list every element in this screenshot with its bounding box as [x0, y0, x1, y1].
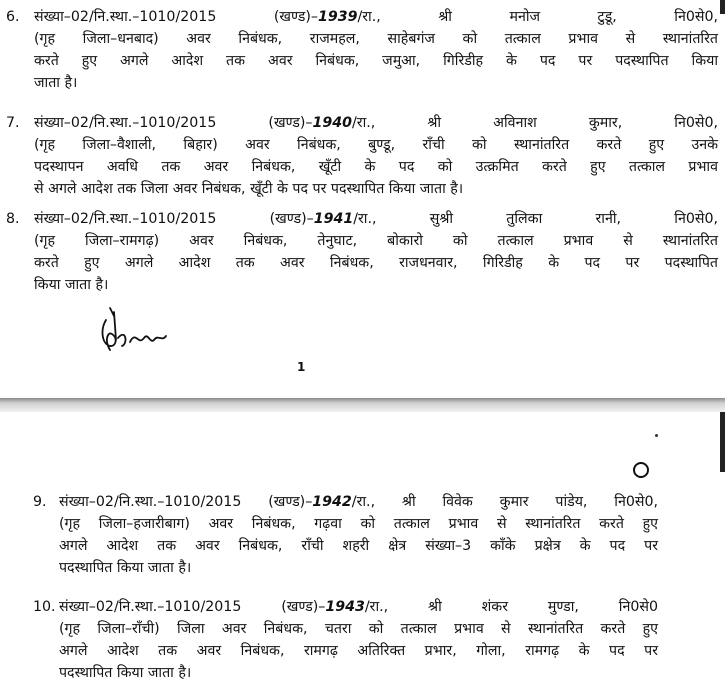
reference-number: 1942: [312, 494, 352, 510]
order-item: [6, 112, 718, 200]
item-line: करते हुए अगले आदेश तक अवर निबंधक, राजधनवार, गिरिडीह के पद पर पदस्थापित: [34, 255, 718, 271]
item-first-line: संख्या–02/नि.स्था.–1010/2015 (खण्ड)–1940/रा., श्री अविनाश कुमार, नि0से0,: [34, 115, 718, 131]
item-number: 9.: [33, 494, 47, 510]
item-number: 10.: [33, 599, 56, 615]
item-line: अगले आदेश तक अवर निबंधक, राँची शहरी क्षेत्र संख्या–3 काँके प्रक्षेत्र के पद पर: [59, 538, 658, 554]
page-number: 1: [297, 360, 306, 374]
reference-number: 1941: [313, 211, 354, 227]
reference-number: 1943: [325, 599, 365, 615]
page-edge-mark: [720, 412, 725, 472]
item-first-line: संख्या–02/नि.स्था.–1010/2015 (खण्ड)–1943/रा., श्री शंकर मुण्डा, नि0से0: [59, 599, 658, 615]
speck-mark: [655, 434, 658, 437]
item-line: अगले आदेश तक अवर निबंधक, रामगढ़ अतिरिक्त प्रभार, गोला, रामगढ़ के पद पर: [59, 643, 658, 659]
page-edge-mark: [720, 0, 725, 14]
order-item: [6, 6, 718, 94]
item-line: (गृह जिला–हजारीबाग) अवर निबंधक, गढ़वा को तत्काल प्रभाव से स्थानांतरित करते हुए: [59, 516, 658, 532]
item-line: पदस्थापित किया जाता है।: [59, 665, 192, 681]
item-line: जाता है।: [34, 75, 78, 91]
page-separator: [0, 398, 725, 412]
item-number: 8.: [6, 211, 20, 227]
circle-mark: [633, 462, 649, 478]
item-first-line: संख्या–02/नि.स्था.–1010/2015 (खण्ड)–1939/रा., श्री मनोज टुडू, नि0से0,: [34, 9, 718, 25]
item-first-line: संख्या–02/नि.स्था.–1010/2015 (खण्ड)–1942/रा., श्री विवेक कुमार पांडेय, नि0से0,: [59, 494, 658, 510]
item-line: करते हुए अगले आदेश तक अवर निबंधक, जमुआ, गिरिडीह के पद पर पदस्थापित किया: [34, 53, 718, 69]
item-line: किया जाता है।: [34, 277, 109, 293]
order-item: [6, 208, 718, 296]
reference-number: 1939: [317, 9, 358, 25]
item-first-line: संख्या–02/नि.स्था.–1010/2015 (खण्ड)–1941/रा., सुश्री तुलिका रानी, नि0से0,: [34, 211, 718, 227]
item-line: से अगले आदेश तक जिला अवर निबंधक, खूँटी के पद पर पदस्थापित किया जाता है।: [34, 181, 464, 197]
item-line: (गृह जिला–वैशाली, बिहार) अवर निबंधक, बुण्डू, राँची को स्थानांतरित करते हुए उनके: [34, 137, 718, 153]
item-number: 7.: [6, 115, 20, 131]
item-line: पदस्थापित किया जाता है।: [59, 560, 192, 576]
handwritten-signature: [92, 300, 182, 360]
item-line: (गृह जिला–रामगढ़) अवर निबंधक, तेनुघाट, बोकारो को तत्काल प्रभाव से स्थानांतरित: [34, 233, 718, 249]
item-line: (गृह जिला–धनबाद) अवर निबंधक, राजमहल, साहेबगंज को तत्काल प्रभाव से स्थानांतरित: [34, 31, 718, 47]
item-line: (गृह जिला–राँची) जिला अवर निबंधक, चतरा को तत्काल प्रभाव से स्थानांतरित करते हुए: [59, 621, 658, 637]
reference-number: 1940: [312, 115, 353, 131]
order-item: [33, 596, 658, 684]
item-number: 6.: [6, 9, 20, 25]
item-line: पदस्थापन अवधि तक अवर निबंधक, खूँटी के पद को उत्क्रमित करते हुए तत्काल प्रभाव: [34, 159, 718, 175]
order-item: [33, 491, 658, 579]
